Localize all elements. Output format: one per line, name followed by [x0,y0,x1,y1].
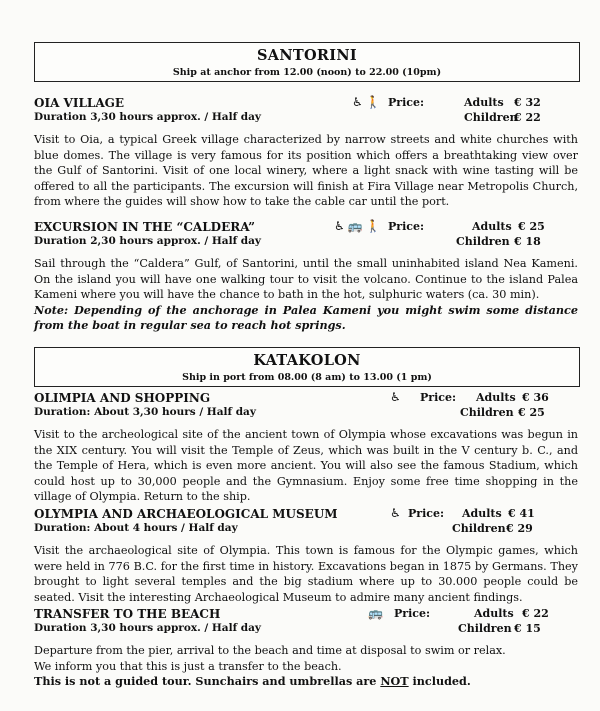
adults-label: Adults [476,391,516,404]
children-price: € 29 [506,522,533,535]
excursion-description: Visit to the archeological site of the ancient town of Olympia whose excavations was begun in the XIX century. You will visit the Temple of Zeus, which was built in the V century b. C., and the Temple of Hera, which is even more ancient. You will also see the famous Stadium, which could host up to 30,000 people and the Gymnasium. Enjoy some free time shopping in the village of Olympia. Return to the ship. [34,428,578,504]
accessibility-icons [334,219,384,233]
wheelchair-icon: ♿ [352,95,363,109]
katakolon-schedule: Ship in port from 08.00 (8 am) to 13.00 (1 pm) [182,372,432,383]
excursion-title: OIA VILLAGE [34,96,125,110]
children-label: Children [460,406,514,419]
price-label: Price: [388,220,425,233]
walking-icon: 🚶 [365,219,381,233]
accessibility-icons [368,606,386,620]
adults-label: Adults [462,507,502,520]
excursion-duration: Duration: About 3,30 hours / Half day [34,406,256,418]
children-label: Children [456,235,510,248]
adults-price: € 36 [522,391,549,404]
bus-icon: 🚌 [347,219,363,233]
excursion-description: Visit the archaeological site of Olympia. This town is famous for the Olympic games, which were held in 776 B.C. for the first time in history. Excavations began in 1875 by Germans. They brought to light several temples and the big stadium where up to 30.000 people could be seated. Visit the interesting Archaeological Museum to admire many ancient findings. [34,544,578,604]
children-price: € 18 [514,235,541,248]
excursion-title: TRANSFER TO THE BEACH [34,607,221,621]
excursion-note: Note: Depending of the anchorage in Palea Kameni you might swim some distance from the boat in regular sea to reach hot springs. [34,302,578,333]
excursion-duration: Duration 3,30 hours approx. / Half day [34,622,262,634]
excursion-olympia-museum [34,507,578,605]
adults-label: Adults [474,607,514,620]
excursion-description: Sail through the “Caldera” Gulf, of Santorini, until the small uninhabited island Nea Kameni. On the island you will have one walking tour to visit the volcano. Continue to the island Palea Kameni where you will have the chance to bath in the hot, sulphuric waters (ca. 30 min). [34,257,578,302]
excursion-duration: Duration 2,30 hours approx. / Half day [34,235,262,247]
excursion-description: Departure from the pier, arrival to the beach and time at disposal to swim or relax. [34,644,506,657]
excursion-olimpia-shopping [34,391,578,505]
adults-price: € 25 [518,220,545,233]
children-price: € 22 [514,111,541,124]
price-label: Price: [394,607,431,620]
notice-text-start: This is not a guided tour. Sunchairs and umbrellas are [34,674,381,689]
adults-label: Adults [464,96,504,109]
accessibility-icons [390,506,404,520]
excursion-caldera [34,220,578,334]
children-label: Children [464,111,518,124]
adults-price: € 22 [522,607,549,620]
children-label: Children [458,622,512,635]
price-label: Price: [408,507,445,520]
price-label: Price: [420,391,457,404]
children-price: € 25 [518,406,545,419]
katakolon-title: KATAKOLON [253,352,361,369]
walking-icon: 🚶 [365,95,381,109]
adults-price: € 32 [514,96,541,109]
excursion-oia-village [34,96,578,210]
wheelchair-icon: ♿ [334,219,345,233]
not-guided-notice [34,674,578,690]
accessibility-icons [352,95,384,109]
santorini-schedule: Ship at anchor from 12.00 (noon) to 22.00 (10pm) [172,67,442,78]
santorini-header [34,42,580,82]
excursion-title: EXCURSION IN THE “CALDERA” [34,220,255,234]
wheelchair-icon: ♿ [390,390,401,404]
adults-label: Adults [472,220,512,233]
notice-text-end: included. [408,674,471,689]
santorini-title: SANTORINI [257,47,357,64]
excursion-title: OLIMPIA AND SHOPPING [34,391,211,405]
katakolon-header [34,347,580,387]
excursion-duration: Duration 3,30 hours approx. / Half day [34,111,262,123]
children-label: Children [452,522,506,535]
excursion-duration: Duration: About 4 hours / Half day [34,522,238,534]
transfer-notice: We inform you that this is just a transfer to the beach. [34,659,342,673]
excursion-title: OLYMPIA AND ARCHAEOLOGICAL MUSEUM [34,507,338,521]
bus-icon: 🚌 [368,606,383,620]
accessibility-icons [390,390,404,404]
excursion-beach-transfer [34,607,578,690]
excursion-description: Visit to Oia, a typical Greek village characterized by narrow streets and white churches with blue domes. The village is very famous for its position which offers a breathtaking view over the Gulf of Santorini. Visit of one local winery, where a light snack with wine tasting will be offered to all the participants. The excursion will finish at Fira Village near Metropolis Church, from where the guides will show how to take the cable car until the port. [34,133,578,209]
wheelchair-icon: ♿ [390,506,401,520]
notice-not-emphasis: NOT [380,674,409,689]
price-label: Price: [388,96,425,109]
children-price: € 15 [514,622,541,635]
adults-price: € 41 [508,507,535,520]
